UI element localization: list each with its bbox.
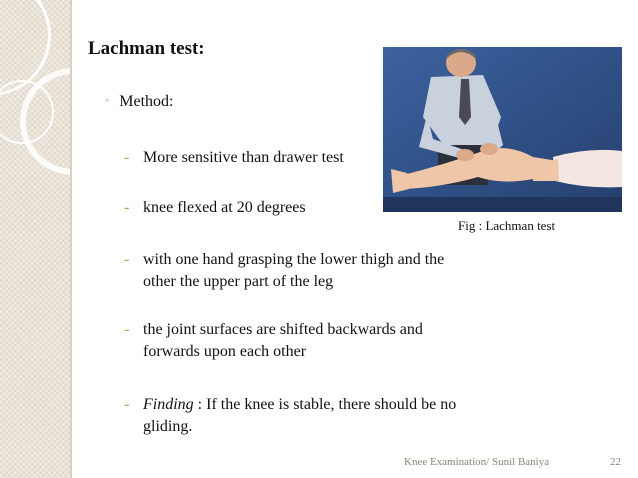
bullet-item: [124, 394, 464, 438]
bullet-item: [124, 197, 384, 219]
dash-marker: -: [124, 149, 130, 166]
bullet-text: the joint surfaces are shifted backwards and forwards upon each other: [143, 321, 423, 360]
examiner-hand: [456, 149, 474, 161]
bullet-text: with one hand grasping the lower thigh and the other the upper part of the leg: [143, 251, 445, 290]
method-label: Method:: [119, 93, 174, 110]
bullet-item: [124, 319, 464, 363]
lachman-test-photo: [383, 47, 622, 212]
dash-marker: -: [124, 396, 130, 413]
bullet-text: knee flexed at 20 degrees: [143, 199, 306, 216]
bullet-text: [124, 394, 464, 438]
method-heading: [105, 93, 173, 111]
exam-table: [383, 197, 622, 212]
examiner-hand: [480, 143, 498, 155]
bullet-text: More sensitive than drawer test: [143, 149, 344, 166]
slide-title: Lachman test:: [88, 38, 205, 59]
examiner-tie: [459, 79, 471, 125]
bullet-item: [124, 249, 464, 293]
band-divider: [70, 0, 72, 478]
slide-footer: Knee Examination/ Sunil Baniya: [404, 456, 550, 468]
finding-text: : If the knee is stable, there should be no gliding.: [143, 396, 457, 435]
bullet-item: [124, 147, 384, 169]
decorative-side-band: [0, 0, 70, 478]
bullet-ring-marker: ◦: [105, 93, 110, 107]
patient-garment: [553, 150, 622, 188]
figure-caption: Fig : Lachman test: [458, 218, 556, 233]
lachman-test-illustration: [383, 47, 622, 212]
finding-label: Finding: [143, 396, 194, 413]
dash-marker: -: [124, 251, 130, 268]
dash-marker: -: [124, 199, 130, 216]
dash-marker: -: [124, 321, 130, 338]
page-number: 22: [610, 456, 621, 468]
